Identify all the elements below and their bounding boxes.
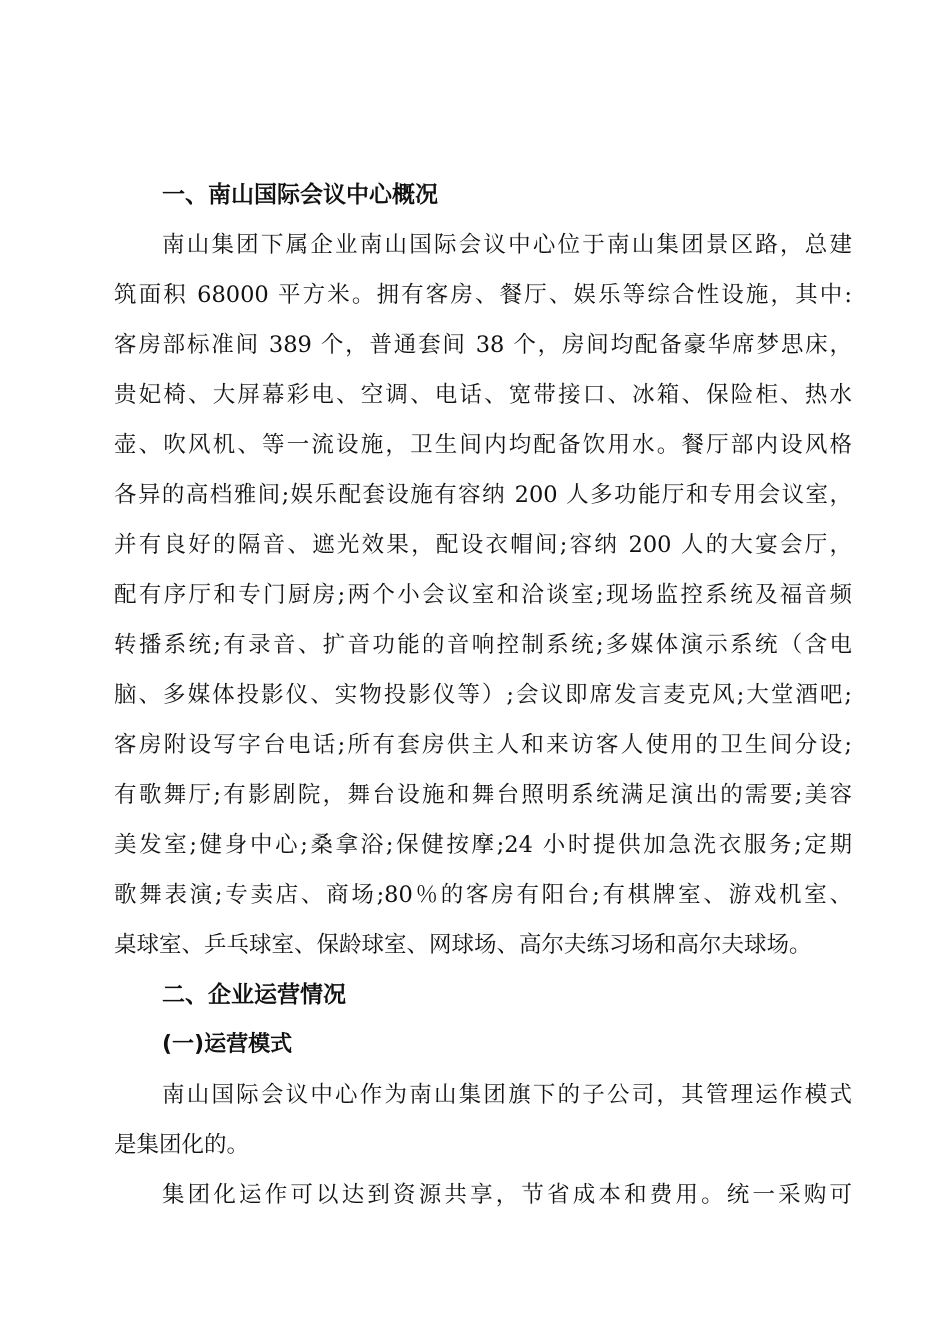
operating-mode-paragraph <box>114 1070 852 1170</box>
paragraph-line: 桌球室、乒乓球室、保龄球室、网球场、高尔夫练习场和高尔夫球场。 <box>114 932 812 958</box>
section-heading-operations: 二、企业运营情况 <box>162 982 346 1008</box>
paragraph-line: 有歌舞厅;有影剧院，舞台设施和舞台照明系统满足演出的需要;美容 <box>114 782 852 808</box>
group-operation-paragraph <box>114 1170 852 1220</box>
paragraph-line: 转播系统;有录音、扩音功能的音响控制系统;多媒体演示系统（含电 <box>114 632 852 658</box>
paragraph-line: 脑、多媒体投影仪、实物投影仪等）;会议即席发言麦克风;大堂酒吧; <box>114 682 852 708</box>
overview-paragraph <box>114 220 852 970</box>
paragraph-line: 歌舞表演;专卖店、商场;80％的客房有阳台;有棋牌室、游戏机室、 <box>114 882 852 908</box>
section-heading-overview: 一、南山国际会议中心概况 <box>162 182 438 208</box>
paragraph-line: 壶、吹风机、等一流设施，卫生间内均配备饮用水。餐厅部内设风格 <box>114 432 852 458</box>
document-body <box>114 170 852 1220</box>
paragraph-line: 美发室;健身中心;桑拿浴;保健按摩;24 小时提供加急洗衣服务;定期 <box>114 832 852 858</box>
paragraph-line: 并有良好的隔音、遮光效果，配设衣帽间;容纳 200 人的大宴会厅， <box>114 532 852 558</box>
paragraph-line: 是集团化的。 <box>114 1132 250 1158</box>
paragraph-line: 筑面积 68000 平方米。拥有客房、餐厅、娱乐等综合性设施，其中: <box>114 282 852 308</box>
paragraph-line: 贵妃椅、大屏幕彩电、空调、电话、宽带接口、冰箱、保险柜、热水 <box>114 382 852 408</box>
paragraph-line: 南山国际会议中心作为南山集团旗下的子公司，其管理运作模式 <box>162 1082 852 1108</box>
subsection-heading-operating-mode: (一)运营模式 <box>162 1032 293 1057</box>
paragraph-line: 南山集团下属企业南山国际会议中心位于南山集团景区路，总建 <box>162 232 852 258</box>
paragraph-line: 客房附设写字台电话;所有套房供主人和来访客人使用的卫生间分设; <box>114 732 852 758</box>
paragraph-line: 配有序厅和专门厨房;两个小会议室和洽谈室;现场监控系统及福音频 <box>114 582 852 608</box>
paragraph-line: 客房部标准间 389 个，普通套间 38 个，房间均配备豪华席梦思床， <box>114 332 852 358</box>
paragraph-line: 集团化运作可以达到资源共享，节省成本和费用。统一采购可 <box>162 1182 852 1208</box>
paragraph-line: 各异的高档雅间;娱乐配套设施有容纳 200 人多功能厅和专用会议室， <box>114 482 852 508</box>
